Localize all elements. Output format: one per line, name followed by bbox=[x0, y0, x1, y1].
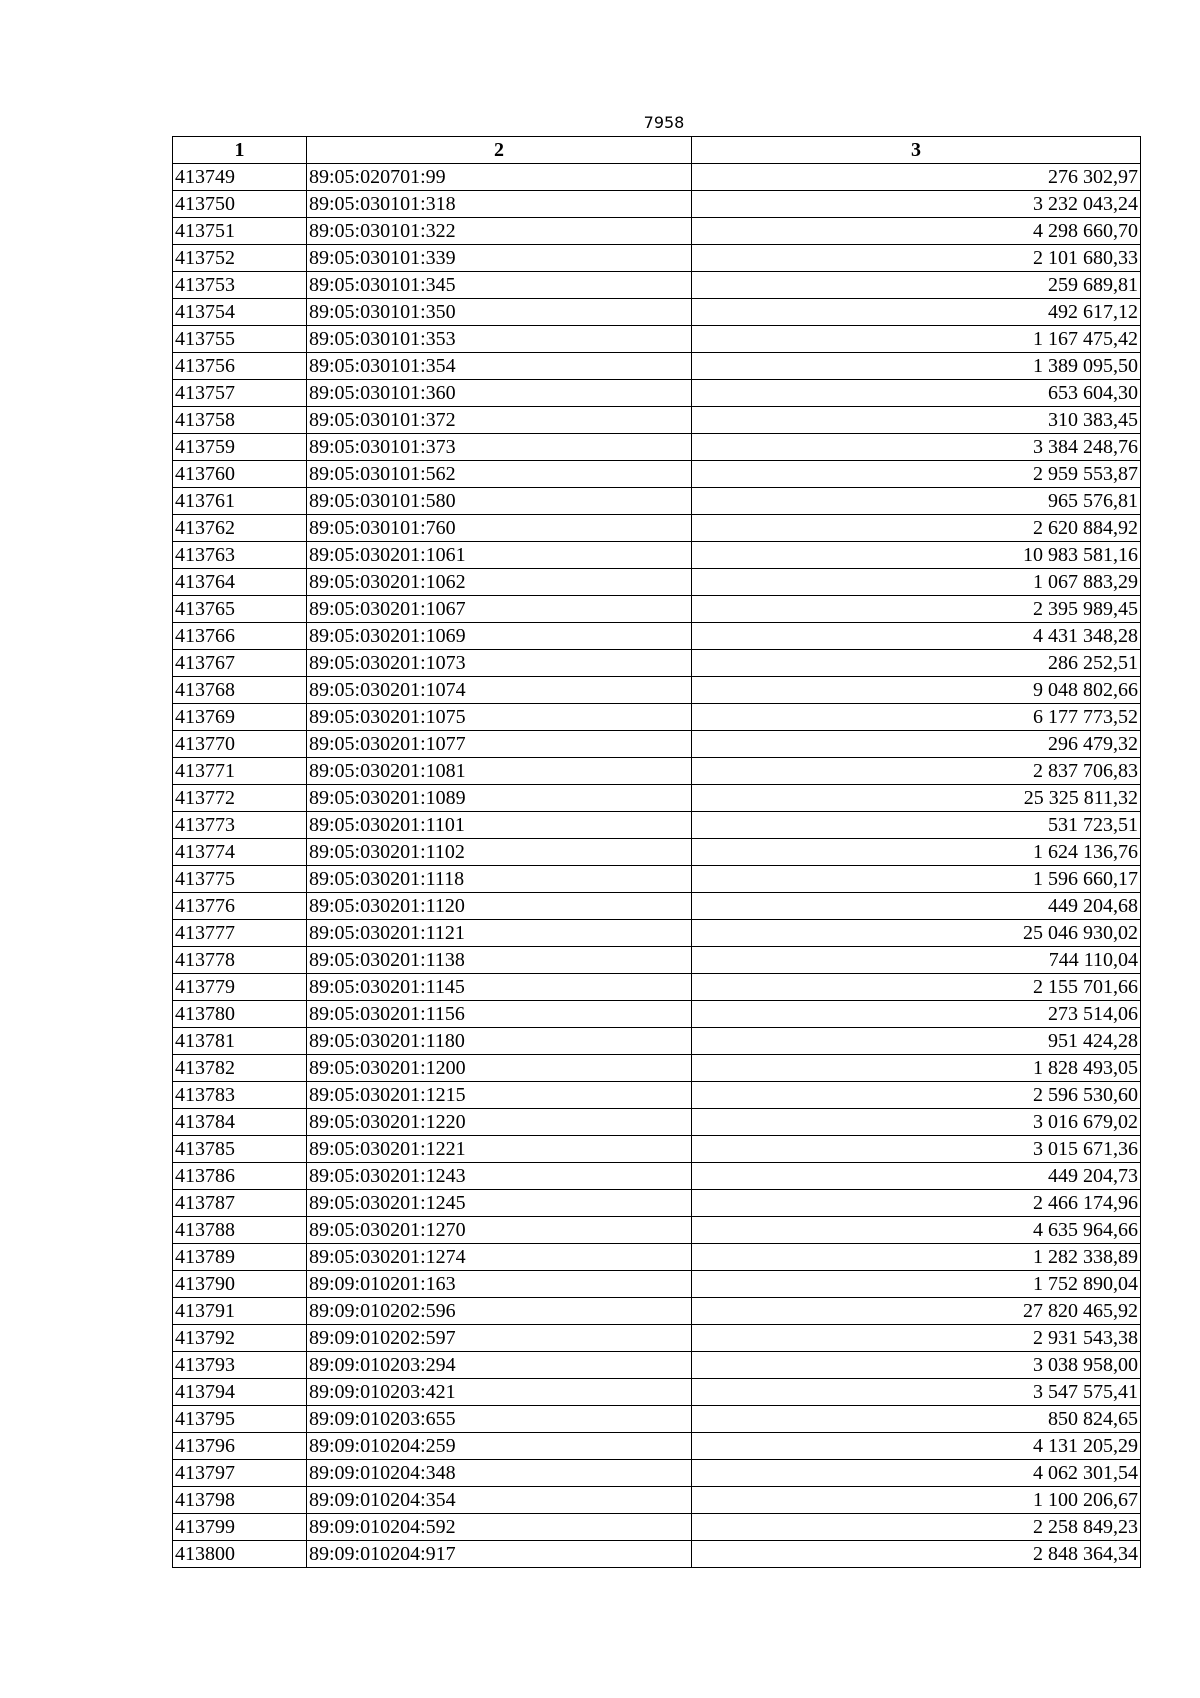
cadastral-number-cell: 89:09:010203:421 bbox=[307, 1379, 692, 1406]
table-row bbox=[173, 191, 1141, 218]
row-number-cell: 413757 bbox=[173, 380, 307, 407]
cadastral-number-cell: 89:05:030101:373 bbox=[307, 434, 692, 461]
value-cell: 286 252,51 bbox=[692, 650, 1141, 677]
table-row bbox=[173, 164, 1141, 191]
table-row bbox=[173, 1325, 1141, 1352]
page-number: 7958 bbox=[643, 113, 685, 132]
value-cell: 9 048 802,66 bbox=[692, 677, 1141, 704]
cadastral-number-cell: 89:09:010203:294 bbox=[307, 1352, 692, 1379]
value-cell: 3 384 248,76 bbox=[692, 434, 1141, 461]
row-number-cell: 413750 bbox=[173, 191, 307, 218]
cadastral-number-cell: 89:05:030201:1102 bbox=[307, 839, 692, 866]
row-number-cell: 413771 bbox=[173, 758, 307, 785]
value-cell: 2 837 706,83 bbox=[692, 758, 1141, 785]
cadastral-number-cell: 89:05:030101:353 bbox=[307, 326, 692, 353]
table-row bbox=[173, 1190, 1141, 1217]
value-cell: 259 689,81 bbox=[692, 272, 1141, 299]
table-row bbox=[173, 893, 1141, 920]
table-row bbox=[173, 866, 1141, 893]
cadastral-number-cell: 89:05:030101:580 bbox=[307, 488, 692, 515]
cadastral-number-cell: 89:05:030201:1270 bbox=[307, 1217, 692, 1244]
cadastral-number-cell: 89:05:030201:1069 bbox=[307, 623, 692, 650]
row-number-cell: 413755 bbox=[173, 326, 307, 353]
row-number-cell: 413769 bbox=[173, 704, 307, 731]
value-cell: 4 062 301,54 bbox=[692, 1460, 1141, 1487]
row-number-cell: 413761 bbox=[173, 488, 307, 515]
row-number-cell: 413766 bbox=[173, 623, 307, 650]
value-cell: 1 828 493,05 bbox=[692, 1055, 1141, 1082]
cadastral-number-cell: 89:09:010204:917 bbox=[307, 1541, 692, 1568]
row-number-cell: 413785 bbox=[173, 1136, 307, 1163]
cadastral-number-cell: 89:05:030201:1220 bbox=[307, 1109, 692, 1136]
table-row bbox=[173, 1244, 1141, 1271]
value-cell: 25 046 930,02 bbox=[692, 920, 1141, 947]
row-number-cell: 413793 bbox=[173, 1352, 307, 1379]
table-row bbox=[173, 1406, 1141, 1433]
row-number-cell: 413798 bbox=[173, 1487, 307, 1514]
table-header bbox=[173, 137, 1141, 164]
value-cell: 2 101 680,33 bbox=[692, 245, 1141, 272]
value-cell: 310 383,45 bbox=[692, 407, 1141, 434]
value-cell: 2 596 530,60 bbox=[692, 1082, 1141, 1109]
cadastral-number-cell: 89:05:030101:760 bbox=[307, 515, 692, 542]
row-number-cell: 413792 bbox=[173, 1325, 307, 1352]
value-cell: 2 959 553,87 bbox=[692, 461, 1141, 488]
cadastral-number-cell: 89:05:030101:322 bbox=[307, 218, 692, 245]
table-row bbox=[173, 218, 1141, 245]
table-row bbox=[173, 947, 1141, 974]
cadastral-number-cell: 89:05:030201:1156 bbox=[307, 1001, 692, 1028]
row-number-cell: 413767 bbox=[173, 650, 307, 677]
table-row bbox=[173, 326, 1141, 353]
table-row bbox=[173, 1163, 1141, 1190]
table-row bbox=[173, 1082, 1141, 1109]
table-row bbox=[173, 677, 1141, 704]
value-cell: 3 015 671,36 bbox=[692, 1136, 1141, 1163]
cadastral-number-cell: 89:09:010202:596 bbox=[307, 1298, 692, 1325]
row-number-cell: 413788 bbox=[173, 1217, 307, 1244]
value-cell: 492 617,12 bbox=[692, 299, 1141, 326]
row-number-cell: 413770 bbox=[173, 731, 307, 758]
row-number-cell: 413799 bbox=[173, 1514, 307, 1541]
cadastral-number-cell: 89:05:030201:1062 bbox=[307, 569, 692, 596]
table-row bbox=[173, 650, 1141, 677]
cadastral-number-cell: 89:05:030101:345 bbox=[307, 272, 692, 299]
row-number-cell: 413753 bbox=[173, 272, 307, 299]
cadastral-number-cell: 89:09:010204:259 bbox=[307, 1433, 692, 1460]
row-number-cell: 413759 bbox=[173, 434, 307, 461]
column-header-1: 1 bbox=[173, 137, 307, 164]
value-cell: 25 325 811,32 bbox=[692, 785, 1141, 812]
table-row bbox=[173, 1028, 1141, 1055]
value-cell: 3 547 575,41 bbox=[692, 1379, 1141, 1406]
row-number-cell: 413764 bbox=[173, 569, 307, 596]
table-row bbox=[173, 1055, 1141, 1082]
table-row bbox=[173, 731, 1141, 758]
cadastral-number-cell: 89:05:030201:1061 bbox=[307, 542, 692, 569]
table-row bbox=[173, 704, 1141, 731]
cadastral-number-cell: 89:05:030101:562 bbox=[307, 461, 692, 488]
table-row bbox=[173, 1541, 1141, 1568]
value-cell: 2 466 174,96 bbox=[692, 1190, 1141, 1217]
value-cell: 449 204,73 bbox=[692, 1163, 1141, 1190]
value-cell: 6 177 773,52 bbox=[692, 704, 1141, 731]
cadastral-number-cell: 89:09:010202:597 bbox=[307, 1325, 692, 1352]
table-row bbox=[173, 1217, 1141, 1244]
table-row bbox=[173, 812, 1141, 839]
cadastral-number-cell: 89:05:030101:318 bbox=[307, 191, 692, 218]
cadastral-number-cell: 89:05:030201:1067 bbox=[307, 596, 692, 623]
table-row bbox=[173, 407, 1141, 434]
value-cell: 276 302,97 bbox=[692, 164, 1141, 191]
row-number-cell: 413778 bbox=[173, 947, 307, 974]
row-number-cell: 413795 bbox=[173, 1406, 307, 1433]
row-number-cell: 413791 bbox=[173, 1298, 307, 1325]
row-number-cell: 413789 bbox=[173, 1244, 307, 1271]
row-number-cell: 413790 bbox=[173, 1271, 307, 1298]
row-number-cell: 413777 bbox=[173, 920, 307, 947]
cadastral-number-cell: 89:05:030201:1073 bbox=[307, 650, 692, 677]
cadastral-number-cell: 89:09:010204:354 bbox=[307, 1487, 692, 1514]
table-row bbox=[173, 245, 1141, 272]
table-row bbox=[173, 542, 1141, 569]
table-row bbox=[173, 299, 1141, 326]
row-number-cell: 413773 bbox=[173, 812, 307, 839]
table-row bbox=[173, 380, 1141, 407]
row-number-cell: 413749 bbox=[173, 164, 307, 191]
value-cell: 1 389 095,50 bbox=[692, 353, 1141, 380]
value-cell: 4 131 205,29 bbox=[692, 1433, 1141, 1460]
column-header-3: 3 bbox=[692, 137, 1141, 164]
row-number-cell: 413775 bbox=[173, 866, 307, 893]
value-cell: 1 282 338,89 bbox=[692, 1244, 1141, 1271]
value-cell: 965 576,81 bbox=[692, 488, 1141, 515]
value-cell: 273 514,06 bbox=[692, 1001, 1141, 1028]
row-number-cell: 413781 bbox=[173, 1028, 307, 1055]
cadastral-number-cell: 89:05:030201:1138 bbox=[307, 947, 692, 974]
row-number-cell: 413763 bbox=[173, 542, 307, 569]
cadastral-number-cell: 89:05:030201:1215 bbox=[307, 1082, 692, 1109]
value-cell: 1 067 883,29 bbox=[692, 569, 1141, 596]
table-row bbox=[173, 1298, 1141, 1325]
cadastral-number-cell: 89:05:030201:1101 bbox=[307, 812, 692, 839]
cadastral-number-cell: 89:05:030101:360 bbox=[307, 380, 692, 407]
table-row bbox=[173, 785, 1141, 812]
cadastral-number-cell: 89:05:030201:1089 bbox=[307, 785, 692, 812]
cadastral-number-cell: 89:05:030101:350 bbox=[307, 299, 692, 326]
table-row bbox=[173, 596, 1141, 623]
row-number-cell: 413772 bbox=[173, 785, 307, 812]
cadastral-number-cell: 89:05:030201:1077 bbox=[307, 731, 692, 758]
table-row bbox=[173, 461, 1141, 488]
cadastral-number-cell: 89:05:030201:1274 bbox=[307, 1244, 692, 1271]
table-row bbox=[173, 623, 1141, 650]
value-cell: 449 204,68 bbox=[692, 893, 1141, 920]
row-number-cell: 413752 bbox=[173, 245, 307, 272]
table-row bbox=[173, 515, 1141, 542]
row-number-cell: 413758 bbox=[173, 407, 307, 434]
value-cell: 4 298 660,70 bbox=[692, 218, 1141, 245]
cadastral-number-cell: 89:05:030201:1074 bbox=[307, 677, 692, 704]
table-row bbox=[173, 1460, 1141, 1487]
row-number-cell: 413800 bbox=[173, 1541, 307, 1568]
row-number-cell: 413784 bbox=[173, 1109, 307, 1136]
table-row bbox=[173, 974, 1141, 1001]
table-row bbox=[173, 272, 1141, 299]
table-row bbox=[173, 1487, 1141, 1514]
cadastral-number-cell: 89:09:010203:655 bbox=[307, 1406, 692, 1433]
row-number-cell: 413776 bbox=[173, 893, 307, 920]
row-number-cell: 413797 bbox=[173, 1460, 307, 1487]
cadastral-number-cell: 89:05:030201:1243 bbox=[307, 1163, 692, 1190]
row-number-cell: 413782 bbox=[173, 1055, 307, 1082]
value-cell: 2 155 701,66 bbox=[692, 974, 1141, 1001]
row-number-cell: 413762 bbox=[173, 515, 307, 542]
row-number-cell: 413751 bbox=[173, 218, 307, 245]
cadastral-number-cell: 89:05:030201:1121 bbox=[307, 920, 692, 947]
value-cell: 2 931 543,38 bbox=[692, 1325, 1141, 1352]
value-cell: 4 635 964,66 bbox=[692, 1217, 1141, 1244]
table-row bbox=[173, 1514, 1141, 1541]
table-row bbox=[173, 758, 1141, 785]
value-cell: 4 431 348,28 bbox=[692, 623, 1141, 650]
value-cell: 27 820 465,92 bbox=[692, 1298, 1141, 1325]
row-number-cell: 413768 bbox=[173, 677, 307, 704]
value-cell: 3 038 958,00 bbox=[692, 1352, 1141, 1379]
value-cell: 653 604,30 bbox=[692, 380, 1141, 407]
table-row bbox=[173, 1271, 1141, 1298]
cadastral-number-cell: 89:05:030201:1120 bbox=[307, 893, 692, 920]
value-cell: 951 424,28 bbox=[692, 1028, 1141, 1055]
cadastral-number-cell: 89:05:020701:99 bbox=[307, 164, 692, 191]
row-number-cell: 413760 bbox=[173, 461, 307, 488]
value-cell: 1 624 136,76 bbox=[692, 839, 1141, 866]
value-cell: 531 723,51 bbox=[692, 812, 1141, 839]
cadastral-number-cell: 89:05:030201:1081 bbox=[307, 758, 692, 785]
row-number-cell: 413783 bbox=[173, 1082, 307, 1109]
cadastral-number-cell: 89:05:030101:354 bbox=[307, 353, 692, 380]
value-cell: 2 620 884,92 bbox=[692, 515, 1141, 542]
value-cell: 10 983 581,16 bbox=[692, 542, 1141, 569]
table-row bbox=[173, 1379, 1141, 1406]
cadastral-number-cell: 89:05:030201:1245 bbox=[307, 1190, 692, 1217]
row-number-cell: 413756 bbox=[173, 353, 307, 380]
value-cell: 2 258 849,23 bbox=[692, 1514, 1141, 1541]
cadastral-number-cell: 89:09:010201:163 bbox=[307, 1271, 692, 1298]
table-row bbox=[173, 839, 1141, 866]
value-cell: 296 479,32 bbox=[692, 731, 1141, 758]
cadastral-number-cell: 89:05:030101:372 bbox=[307, 407, 692, 434]
table-row bbox=[173, 1001, 1141, 1028]
value-cell: 850 824,65 bbox=[692, 1406, 1141, 1433]
cadastral-number-cell: 89:05:030201:1200 bbox=[307, 1055, 692, 1082]
value-cell: 744 110,04 bbox=[692, 947, 1141, 974]
row-number-cell: 413765 bbox=[173, 596, 307, 623]
row-number-cell: 413779 bbox=[173, 974, 307, 1001]
row-number-cell: 413787 bbox=[173, 1190, 307, 1217]
registry-table bbox=[172, 136, 1141, 1568]
cadastral-number-cell: 89:05:030201:1221 bbox=[307, 1136, 692, 1163]
value-cell: 1 596 660,17 bbox=[692, 866, 1141, 893]
cadastral-number-cell: 89:05:030201:1075 bbox=[307, 704, 692, 731]
table-row bbox=[173, 353, 1141, 380]
table-row bbox=[173, 920, 1141, 947]
value-cell: 1 752 890,04 bbox=[692, 1271, 1141, 1298]
row-number-cell: 413786 bbox=[173, 1163, 307, 1190]
value-cell: 2 395 989,45 bbox=[692, 596, 1141, 623]
value-cell: 3 016 679,02 bbox=[692, 1109, 1141, 1136]
value-cell: 1 100 206,67 bbox=[692, 1487, 1141, 1514]
column-header-2: 2 bbox=[307, 137, 692, 164]
header-row bbox=[173, 137, 1141, 164]
table-row bbox=[173, 1136, 1141, 1163]
cadastral-number-cell: 89:09:010204:348 bbox=[307, 1460, 692, 1487]
value-cell: 1 167 475,42 bbox=[692, 326, 1141, 353]
table-row bbox=[173, 488, 1141, 515]
cadastral-number-cell: 89:05:030201:1145 bbox=[307, 974, 692, 1001]
row-number-cell: 413796 bbox=[173, 1433, 307, 1460]
table-row bbox=[173, 1109, 1141, 1136]
row-number-cell: 413774 bbox=[173, 839, 307, 866]
table-row bbox=[173, 1352, 1141, 1379]
value-cell: 2 848 364,34 bbox=[692, 1541, 1141, 1568]
value-cell: 3 232 043,24 bbox=[692, 191, 1141, 218]
row-number-cell: 413754 bbox=[173, 299, 307, 326]
table-body bbox=[173, 164, 1141, 1568]
table-row bbox=[173, 1433, 1141, 1460]
cadastral-number-cell: 89:09:010204:592 bbox=[307, 1514, 692, 1541]
cadastral-number-cell: 89:05:030101:339 bbox=[307, 245, 692, 272]
row-number-cell: 413780 bbox=[173, 1001, 307, 1028]
cadastral-number-cell: 89:05:030201:1118 bbox=[307, 866, 692, 893]
cadastral-number-cell: 89:05:030201:1180 bbox=[307, 1028, 692, 1055]
table-row bbox=[173, 569, 1141, 596]
table-row bbox=[173, 434, 1141, 461]
row-number-cell: 413794 bbox=[173, 1379, 307, 1406]
